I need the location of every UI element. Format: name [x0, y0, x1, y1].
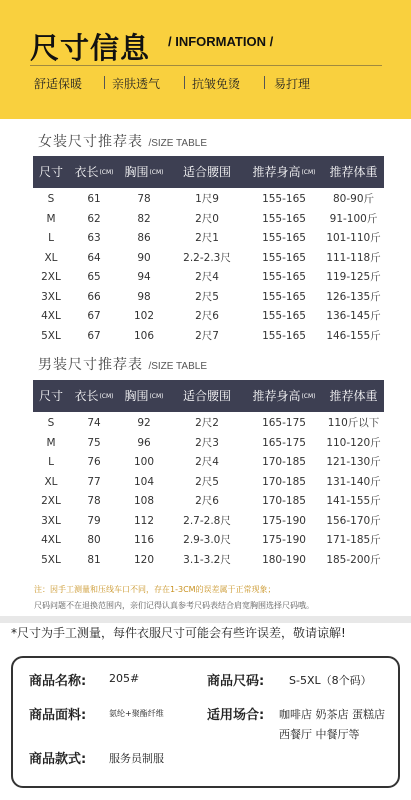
- cell-waist: 2.2-2.3尺: [183, 251, 231, 264]
- cell-length: 65: [87, 271, 101, 283]
- cell-height: 165-175: [262, 417, 306, 429]
- cell-waist: 2尺1: [195, 232, 219, 244]
- table-row: [33, 288, 384, 308]
- cell-weight: 126-135斤: [326, 290, 381, 303]
- col-waist: 适合腰围: [182, 389, 231, 403]
- cell-height: 170-185: [262, 475, 306, 488]
- cell-waist: 2尺2: [195, 417, 219, 429]
- col-length: 衣长(CM): [74, 165, 114, 179]
- cell-size: XL: [44, 251, 58, 264]
- cell-weight: 101-110斤: [326, 232, 381, 244]
- cell-length: 61: [87, 193, 101, 205]
- cell-size: M: [46, 436, 56, 449]
- cell-length: 78: [87, 495, 101, 507]
- product-occasion-line2: 西餐厅 中餐厅等: [279, 728, 360, 741]
- cell-chest: 78: [137, 193, 151, 205]
- product-size-label: 商品尺码:: [207, 674, 265, 689]
- cell-waist: 2尺6: [195, 495, 219, 507]
- cell-waist: 2尺4: [195, 456, 219, 468]
- cell-waist: 2尺0: [195, 212, 219, 225]
- cell-waist: 2尺5: [195, 475, 219, 488]
- women-table-title: [38, 131, 207, 151]
- table-row: [33, 210, 384, 230]
- women-title-zh: 女装尺寸推荐表: [38, 134, 143, 150]
- cell-weight: 146-155斤: [326, 329, 381, 342]
- col-waist: 适合腰围: [182, 165, 231, 179]
- cell-weight: 110斤以下: [327, 417, 380, 429]
- cell-weight: 119-125斤: [326, 271, 381, 283]
- table-row: [33, 190, 384, 210]
- cell-size: 2XL: [41, 271, 61, 283]
- cell-waist: 2尺3: [195, 436, 219, 449]
- table-row: [33, 434, 384, 454]
- men-title-zh: 男装尺寸推荐表: [38, 357, 143, 373]
- cell-weight: 110-120斤: [326, 436, 381, 449]
- feature-breathable: 亲肤透气: [112, 77, 161, 91]
- men-size-table: [33, 380, 384, 570]
- cell-weight: 91-100斤: [329, 212, 378, 225]
- table-row: [33, 473, 384, 493]
- cell-weight: 80-90斤: [332, 193, 374, 205]
- col-size: 尺寸: [38, 389, 63, 403]
- measurement-note: 注：因手工测量和压线车口不同，存在1-3CM的误差属于正常现象；: [34, 585, 276, 594]
- cell-height: 155-165: [262, 310, 306, 322]
- feature-separator: [184, 76, 185, 89]
- cell-height: 155-165: [262, 251, 306, 264]
- cell-size: L: [48, 456, 54, 468]
- cell-length: 64: [87, 251, 101, 264]
- cell-weight: 121-130斤: [326, 456, 381, 468]
- product-occasion-line1: 咖啡店 奶茶店 蛋糕店: [279, 708, 385, 721]
- cell-height: 175-190: [262, 534, 306, 546]
- cell-chest: 94: [137, 271, 151, 283]
- cell-height: 165-175: [262, 436, 306, 449]
- cell-size: S: [47, 193, 55, 205]
- women-title-en: /SIZE TABLE: [148, 138, 207, 149]
- cell-length: 76: [87, 456, 101, 468]
- product-name-value: 205#: [109, 672, 140, 685]
- cell-weight: 141-155斤: [326, 495, 381, 507]
- cell-height: 155-165: [262, 290, 306, 303]
- col-length: 衣长(CM): [74, 389, 114, 403]
- cell-length: 67: [87, 329, 101, 342]
- product-size-value: S-5XL（8个码）: [289, 674, 372, 687]
- cell-height: 155-165: [262, 329, 306, 342]
- cell-length: 67: [87, 310, 101, 322]
- table-row: [33, 229, 384, 249]
- product-style-value: 服务员制服: [109, 752, 164, 765]
- cell-length: 75: [87, 436, 101, 449]
- cell-chest: 90: [137, 251, 151, 264]
- cell-chest: 106: [133, 329, 155, 342]
- product-name-label: 商品名称:: [29, 674, 87, 689]
- feature-easy-care: 易打理: [274, 77, 311, 91]
- cell-length: 77: [87, 475, 101, 488]
- col-weight: 推荐体重: [329, 165, 378, 179]
- cell-height: 155-165: [262, 212, 306, 225]
- cell-size: M: [46, 212, 56, 225]
- header-banner: [0, 0, 411, 119]
- cell-waist: 2.9-3.0尺: [183, 534, 231, 546]
- cell-height: 180-190: [262, 553, 306, 566]
- table-row: [33, 453, 384, 473]
- product-info-box: [11, 656, 400, 788]
- cell-size: 5XL: [41, 553, 61, 566]
- col-size: 尺寸: [38, 165, 63, 179]
- cell-chest: 96: [137, 436, 151, 449]
- measurement-disclaimer: *尺寸为手工测量，每件衣服尺寸可能会有些许误差，敬请谅解!: [11, 626, 346, 640]
- table-row: [33, 249, 384, 269]
- page-subtitle: / INFORMATION /: [168, 34, 274, 49]
- cell-length: 81: [87, 553, 101, 566]
- cell-length: 63: [87, 232, 101, 244]
- cell-height: 155-165: [262, 193, 306, 205]
- col-chest: 胸围(CM): [124, 389, 164, 403]
- cell-waist: 2尺5: [195, 290, 219, 303]
- table-row: [33, 551, 384, 571]
- cell-size: 4XL: [41, 310, 61, 322]
- product-fabric-value: 氨纶+聚酯纤维: [109, 709, 164, 718]
- feature-separator: [264, 76, 265, 89]
- cell-chest: 104: [133, 475, 155, 488]
- cell-weight: 136-145斤: [326, 310, 381, 322]
- cell-length: 66: [87, 290, 101, 303]
- product-fabric-label: 商品面料:: [29, 708, 87, 723]
- cell-waist: 2尺7: [195, 329, 219, 342]
- cell-size: 2XL: [41, 495, 61, 507]
- col-height: 推荐身高(CM): [252, 165, 316, 179]
- cell-size: 4XL: [41, 534, 61, 546]
- cell-waist: 1尺9: [195, 193, 219, 205]
- table-row: [33, 512, 384, 532]
- feature-warm: 舒适保暖: [34, 77, 83, 91]
- table-row: [33, 414, 384, 434]
- cell-weight: 185-200斤: [326, 553, 381, 566]
- cell-size: XL: [44, 475, 58, 488]
- men-title-en: /SIZE TABLE: [148, 361, 207, 372]
- col-height: 推荐身高(CM): [252, 389, 316, 403]
- cell-chest: 112: [133, 514, 155, 527]
- cell-length: 80: [87, 534, 101, 546]
- page-title: 尺寸信息: [30, 31, 151, 65]
- cell-waist: 3.1-3.2尺: [183, 553, 231, 566]
- cell-length: 74: [87, 417, 101, 429]
- cell-size: 3XL: [41, 514, 61, 527]
- women-size-table: [33, 156, 384, 346]
- cell-height: 155-165: [262, 271, 306, 283]
- cell-size: S: [47, 417, 55, 429]
- cell-length: 79: [87, 514, 101, 527]
- cell-chest: 82: [137, 212, 151, 225]
- cell-waist: 2尺4: [195, 271, 219, 283]
- cell-chest: 120: [133, 553, 155, 566]
- table-row: [33, 492, 384, 512]
- feature-wrinkle-free: 抗皱免烫: [192, 77, 241, 91]
- section-divider: [0, 616, 411, 623]
- cell-weight: 171-185斤: [326, 534, 381, 546]
- table-row: [33, 268, 384, 288]
- cell-length: 62: [87, 212, 101, 225]
- feature-separator: [104, 76, 105, 89]
- cell-size: L: [48, 232, 54, 244]
- return-policy-note: 尺码问题不在退换范围内，亲们记得认真参考尺码表结合肩宽胸围选择尺码哦。: [34, 601, 314, 610]
- cell-chest: 108: [133, 495, 155, 507]
- cell-chest: 98: [137, 290, 151, 303]
- table-row: [33, 307, 384, 327]
- col-weight: 推荐体重: [329, 389, 378, 403]
- cell-weight: 156-170斤: [326, 514, 381, 527]
- product-occasion-label: 适用场合:: [207, 708, 265, 723]
- cell-weight: 111-118斤: [326, 251, 381, 264]
- cell-waist: 2尺6: [195, 310, 219, 322]
- cell-height: 170-185: [262, 495, 306, 507]
- men-table-title: [38, 354, 207, 374]
- cell-chest: 100: [133, 456, 155, 468]
- col-chest: 胸围(CM): [124, 165, 164, 179]
- women-table-header: [33, 156, 384, 188]
- cell-waist: 2.7-2.8尺: [183, 514, 231, 527]
- cell-size: 3XL: [41, 290, 61, 303]
- table-row: [33, 531, 384, 551]
- header-divider: [30, 65, 382, 66]
- men-table-header: [33, 380, 384, 412]
- cell-weight: 131-140斤: [326, 475, 381, 488]
- cell-size: 5XL: [41, 329, 61, 342]
- table-row: [33, 327, 384, 347]
- cell-height: 155-165: [262, 232, 306, 244]
- cell-height: 170-185: [262, 456, 306, 468]
- cell-chest: 86: [137, 232, 151, 244]
- product-style-label: 商品款式:: [29, 752, 87, 767]
- cell-chest: 92: [137, 417, 151, 429]
- cell-height: 175-190: [262, 514, 306, 527]
- cell-chest: 116: [133, 534, 155, 546]
- cell-chest: 102: [133, 310, 155, 322]
